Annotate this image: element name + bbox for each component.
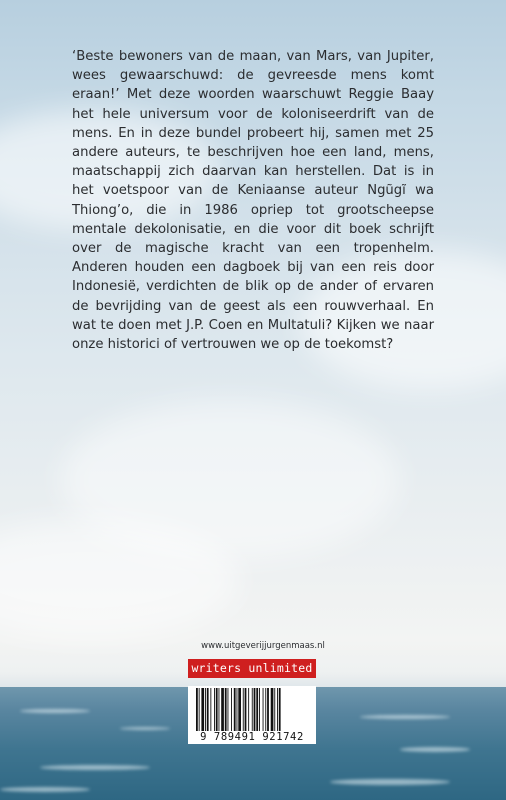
barcode-bar [210,688,211,732]
barcode-bar [279,688,281,732]
barcode-bar [201,688,204,732]
barcode-bar [228,688,229,732]
barcode-bar [263,688,264,732]
wave-foam [400,747,470,752]
barcode-bars [192,688,312,732]
barcode-bar [234,688,236,732]
barcode-bar [265,688,266,732]
barcode-bar [254,688,256,732]
barcode-bar [274,688,275,732]
barcode-bar [259,688,260,732]
barcode-bar [271,688,274,732]
wave-foam [120,727,170,730]
barcode-bar [245,688,247,732]
barcode-bar [277,688,278,732]
barcode-bar [237,688,238,732]
isbn-number: 9 789491 921742 [188,731,316,743]
wave-foam [330,779,450,785]
barcode-bar [238,688,241,732]
barcode-bar [267,688,269,732]
barcode-bar [243,688,244,732]
barcode-bar [225,688,227,732]
wave-foam [0,787,90,792]
wave-foam [40,765,150,770]
barcode-bar [252,688,253,732]
barcode-bar [207,688,209,732]
publisher-logo: writers unlimited [188,659,316,678]
barcode-bar [231,688,232,732]
barcode-bar [199,688,200,732]
barcode-bar [214,688,215,732]
publisher-website: www.uitgeverijjurgenmaas.nl [201,641,325,651]
barcode [188,686,316,744]
barcode-bar [221,688,224,732]
barcode-bar [216,688,218,732]
barcode-bar [256,688,258,732]
barcode-bar [219,688,220,732]
wave-foam [20,709,90,713]
blurb-text: ‘Beste bewoners van de maan, van Mars, van Jupiter, wees gewaarschuwd: de gevreesde mens komt eraan!’ Met deze woorden waarschuwt Reggie Baay het hele universum voor de koloniseerdrift van de mens. En in deze bundel probeert hij, samen met 25 andere auteurs, te beschrijven hoe een land, mens, maatschappij zich daarvan kan herstellen. Dat is in het voetspoor van de Keniaanse auteur Ngũgĩ wa Thiong’o, die in 1986 opriep tot grootscheepse mentale dekolonisatie, en die voor dit boek schrijft over de magische kracht van een tropenhelm. Anderen houden een dagboek bij van een reis door Indonesië, verdichten de blik op de ander of ervaren de bevrijding van de geest als een rouwverhaal. En wat te doen met J.P. Coen en Multatuli? Kijken we naar onze historici of vertrouwen we op de toekomst? [72,49,434,353]
wave-foam [360,715,450,719]
barcode-bar [196,688,198,732]
barcode-bar [205,688,206,732]
barcode-bar [248,688,249,732]
